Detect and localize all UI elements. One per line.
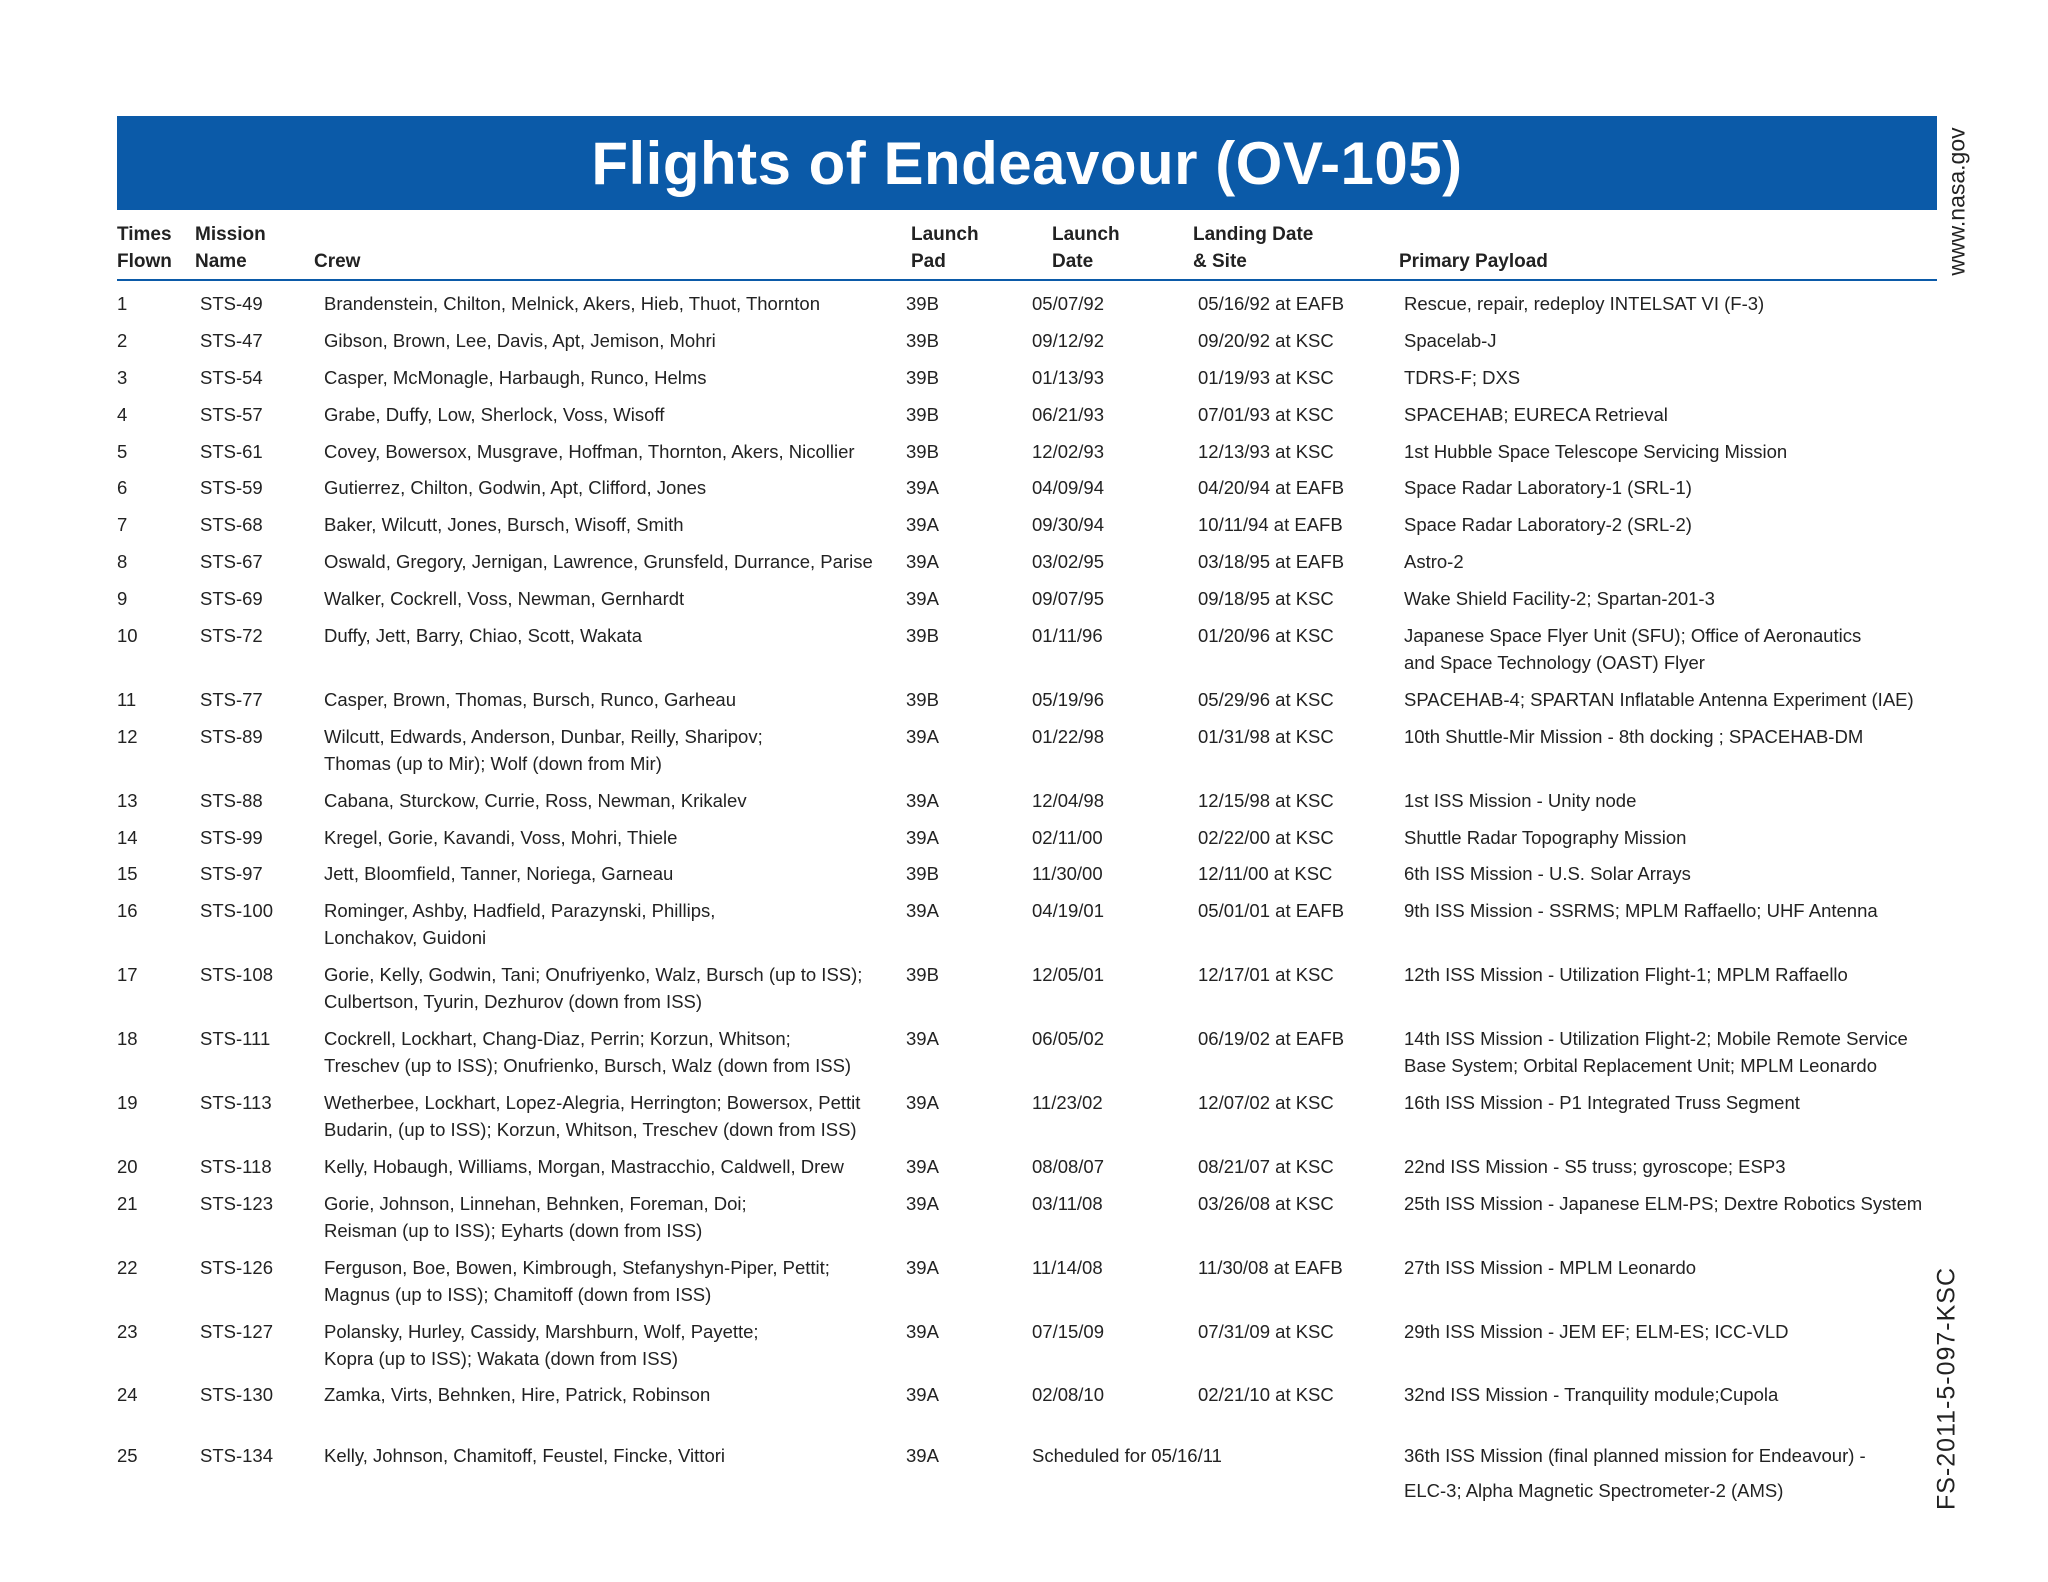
launch-pad-cell: 39B xyxy=(906,329,939,351)
mission-name-cell: STS-113 xyxy=(200,1092,272,1114)
launch-date-cell: 02/08/10 xyxy=(1032,1384,1105,1406)
crew-cell: Cabana, Sturckow, Currie, Ross, Newman, Krikalev xyxy=(324,789,747,811)
times-flown-cell: 6 xyxy=(117,477,128,499)
times-flown-cell: 23 xyxy=(117,1320,138,1342)
landing-cell: 12/17/01 at KSC xyxy=(1198,964,1334,986)
times-flown-cell: 16 xyxy=(117,900,138,922)
mission-name-cell: STS-130 xyxy=(200,1384,274,1406)
crew-cell: Duffy, Jett, Barry, Chiao, Scott, Wakata xyxy=(324,625,643,647)
payload-cell: 16th ISS Mission - P1 Integrated Truss Segment xyxy=(1404,1092,1800,1114)
launch-date-cell: 05/07/92 xyxy=(1032,293,1105,314)
header-times-flown: Times Flown xyxy=(117,224,172,272)
table-row xyxy=(117,860,1937,897)
crew-cell: Cockrell, Lockhart, Chang-Diaz, Perrin; Korzun, Whitson; Treschev (up to ISS); Onufrienko, Bursch, Walz (down from ISS) xyxy=(324,1028,852,1077)
table-header xyxy=(117,221,1937,281)
launch-pad-cell: 39A xyxy=(906,1092,939,1114)
launch-date-cell: 02/11/00 xyxy=(1032,826,1103,848)
page-title: Flights of Endeavour (OV-105) xyxy=(591,129,1463,197)
crew-cell: Kelly, Hobaugh, Williams, Morgan, Mastracchio, Caldwell, Drew xyxy=(324,1155,844,1177)
landing-cell: 01/31/98 at KSC xyxy=(1198,725,1334,747)
table-row xyxy=(117,1025,1937,1089)
mission-name-cell: STS-69 xyxy=(200,588,263,610)
landing-cell: 07/01/93 at KSC xyxy=(1198,403,1334,425)
launch-pad-cell: 39B xyxy=(906,863,939,885)
times-flown-cell: 17 xyxy=(117,964,138,986)
table-row xyxy=(117,327,1937,364)
launch-date-cell: 09/07/95 xyxy=(1032,588,1105,610)
times-flown-cell: 4 xyxy=(117,403,128,425)
crew-cell: Covey, Bowersox, Musgrave, Hoffman, Thornton, Akers, Nicollier xyxy=(324,440,855,462)
table-row xyxy=(117,1381,1937,1442)
table-row xyxy=(117,1153,1937,1190)
launch-date-cell: 06/21/93 xyxy=(1032,403,1105,425)
mission-name-cell: STS-47 xyxy=(200,329,263,351)
crew-cell: Ferguson, Boe, Bowen, Kimbrough, Stefanyshyn-Piper, Pettit; Magnus (up to ISS); Chamitoff (down from ISS) xyxy=(324,1256,830,1305)
landing-cell: 09/20/92 at KSC xyxy=(1198,329,1334,351)
launch-date-cell: 01/13/93 xyxy=(1032,366,1105,388)
payload-cell: SPACEHAB; EURECA Retrieval xyxy=(1404,403,1668,425)
crew-cell: Brandenstein, Chilton, Melnick, Akers, Hieb, Thuot, Thornton xyxy=(324,293,820,314)
landing-cell: 06/19/02 at EAFB xyxy=(1198,1028,1345,1050)
payload-cell: 14th ISS Mission - Utilization Flight-2; Mobile Remote Service Base System; Orbital Replacement Unit; MPLM Leonardo xyxy=(1404,1028,1908,1077)
mission-name-cell: STS-54 xyxy=(200,366,263,388)
payload-cell: 27th ISS Mission - MPLM Leonardo xyxy=(1404,1256,1697,1278)
launch-date-cell: 01/22/98 xyxy=(1032,725,1105,747)
crew-cell: Gutierrez, Chilton, Godwin, Apt, Clifford, Jones xyxy=(324,477,707,499)
times-flown-cell: 19 xyxy=(117,1092,138,1114)
payload-cell: Rescue, repair, redeploy INTELSAT VI (F-3) xyxy=(1404,293,1765,314)
mission-name-cell: STS-108 xyxy=(200,964,274,986)
payload-cell: 1st Hubble Space Telescope Servicing Mission xyxy=(1404,440,1788,462)
table-row xyxy=(117,474,1937,511)
times-flown-cell: 18 xyxy=(117,1028,138,1050)
title-banner xyxy=(117,116,1937,210)
launch-pad-cell: 39A xyxy=(906,789,939,811)
times-flown-cell: 24 xyxy=(117,1384,138,1406)
times-flown-cell: 22 xyxy=(117,1256,138,1278)
launch-date-cell: 05/19/96 xyxy=(1032,688,1105,710)
crew-cell: Wetherbee, Lockhart, Lopez-Alegria, Herrington; Bowersox, Pettit Budarin, (up to ISS); Korzun, Whitson, Treschev (down from ISS) xyxy=(324,1092,861,1141)
crew-cell: Walker, Cockrell, Voss, Newman, Gernhardt xyxy=(324,588,685,610)
launch-pad-cell: 39B xyxy=(906,366,939,388)
table-row xyxy=(117,438,1937,475)
mission-name-cell: STS-123 xyxy=(200,1192,274,1214)
landing-cell: 03/26/08 at KSC xyxy=(1198,1192,1334,1214)
times-flown-cell: 8 xyxy=(117,551,128,573)
payload-cell: Shuttle Radar Topography Mission xyxy=(1404,826,1687,848)
launch-pad-cell: 39A xyxy=(906,588,939,610)
crew-cell: Jett, Bloomfield, Tanner, Noriega, Garneau xyxy=(324,863,674,885)
times-flown-cell: 14 xyxy=(117,826,138,848)
payload-cell: 29th ISS Mission - JEM EF; ELM-ES; ICC-VLD xyxy=(1404,1320,1789,1342)
header-launch-pad: Launch Pad xyxy=(911,224,979,272)
launch-pad-cell: 39A xyxy=(906,1192,939,1214)
crew-cell: Casper, Brown, Thomas, Bursch, Runco, Garheau xyxy=(324,688,736,710)
table-row xyxy=(117,290,1937,327)
table-row xyxy=(117,548,1937,585)
crew-cell: Oswald, Gregory, Jernigan, Lawrence, Grunsfeld, Durrance, Parise xyxy=(324,551,873,573)
crew-cell: Grabe, Duffy, Low, Sherlock, Voss, Wisoff xyxy=(324,403,665,425)
mission-name-cell: STS-61 xyxy=(200,440,263,462)
mission-name-cell: STS-89 xyxy=(200,725,263,747)
payload-cell: Japanese Space Flyer Unit (SFU); Office of Aeronautics and Space Technology (OAST) Flyer xyxy=(1404,625,1862,674)
landing-cell: 12/15/98 at KSC xyxy=(1198,789,1334,811)
launch-date-cell: 09/30/94 xyxy=(1032,514,1105,536)
landing-cell: 03/18/95 at EAFB xyxy=(1198,551,1345,573)
mission-name-cell: STS-127 xyxy=(200,1320,274,1342)
site-url: www.nasa.gov xyxy=(1943,127,1970,276)
table-row xyxy=(117,1442,1937,1506)
payload-cell: 36th ISS Mission (final planned mission for Endeavour) - ELC-3; Alpha Magnetic Spectrometer-2 (AMS) xyxy=(1404,1445,1866,1502)
launch-pad-cell: 39B xyxy=(906,625,939,647)
times-flown-cell: 15 xyxy=(117,863,138,885)
launch-date-cell: 04/19/01 xyxy=(1032,900,1105,922)
launch-date-cell: 06/05/02 xyxy=(1032,1028,1105,1050)
table-row xyxy=(117,622,1937,686)
mission-name-cell: STS-97 xyxy=(200,863,263,885)
crew-cell: Rominger, Ashby, Hadfield, Parazynski, Phillips, Lonchakov, Guidoni xyxy=(324,900,716,949)
launch-pad-cell: 39B xyxy=(906,440,939,462)
header-launch-date: Launch Date xyxy=(1052,224,1120,272)
launch-date-cell: 12/05/01 xyxy=(1032,964,1105,986)
landing-cell: 01/19/93 at KSC xyxy=(1198,366,1334,388)
payload-cell: 10th Shuttle-Mir Mission - 8th docking ; SPACEHAB-DM xyxy=(1404,725,1864,747)
mission-name-cell: STS-49 xyxy=(200,293,263,314)
header-landing: Landing Date & Site xyxy=(1193,224,1314,272)
launch-pad-cell: 39A xyxy=(906,1320,939,1342)
mission-name-cell: STS-88 xyxy=(200,789,263,811)
header-mission-name: Mission Name xyxy=(195,224,266,272)
table-row xyxy=(117,585,1937,622)
launch-pad-cell: 39A xyxy=(906,900,939,922)
crew-cell: Polansky, Hurley, Cassidy, Marshburn, Wolf, Payette; Kopra (up to ISS); Wakata (down from ISS) xyxy=(324,1320,759,1369)
launch-date-cell: 11/23/02 xyxy=(1032,1092,1103,1114)
crew-cell: Gorie, Kelly, Godwin, Tani; Onufriyenko, Walz, Bursch (up to ISS); Culbertson, Tyurin, Dezhurov (down from ISS) xyxy=(324,964,863,1013)
table-row xyxy=(117,1254,1937,1318)
launch-date-cell: 11/14/08 xyxy=(1032,1256,1103,1278)
times-flown-cell: 7 xyxy=(117,514,128,536)
payload-cell: 32nd ISS Mission - Tranquility module;Cupola xyxy=(1404,1384,1779,1406)
landing-cell: 05/16/92 at EAFB xyxy=(1198,293,1345,314)
crew-cell: Kregel, Gorie, Kavandi, Voss, Mohri, Thiele xyxy=(324,826,678,848)
header-payload: Primary Payload xyxy=(1399,251,1548,272)
payload-cell: Space Radar Laboratory-1 (SRL-1) xyxy=(1404,477,1692,499)
landing-cell: 02/22/00 at KSC xyxy=(1198,826,1334,848)
launch-pad-cell: 39B xyxy=(906,403,939,425)
mission-name-cell: STS-118 xyxy=(200,1155,272,1177)
launch-date-cell: 08/08/07 xyxy=(1032,1155,1105,1177)
header-crew: Crew xyxy=(314,251,361,272)
launch-date-cell: 12/02/93 xyxy=(1032,440,1105,462)
payload-cell: Wake Shield Facility-2; Spartan-201-3 xyxy=(1404,588,1715,610)
payload-cell: Astro-2 xyxy=(1404,551,1464,573)
payload-cell: Space Radar Laboratory-2 (SRL-2) xyxy=(1404,514,1692,536)
landing-cell: 12/13/93 at KSC xyxy=(1198,440,1334,462)
launch-date-cell: 12/04/98 xyxy=(1032,789,1105,811)
launch-date-cell: Scheduled for 05/16/11 xyxy=(1032,1445,1222,1467)
landing-cell: 08/21/07 at KSC xyxy=(1198,1155,1334,1177)
launch-date-cell: 01/11/96 xyxy=(1032,625,1103,647)
crew-cell: Zamka, Virts, Behnken, Hire, Patrick, Robinson xyxy=(324,1384,711,1406)
landing-cell: 12/11/00 at KSC xyxy=(1198,863,1333,885)
launch-date-cell: 03/11/08 xyxy=(1032,1192,1103,1214)
table-row xyxy=(117,364,1937,401)
landing-cell: 05/01/01 at EAFB xyxy=(1198,900,1345,922)
times-flown-cell: 12 xyxy=(117,725,138,747)
landing-cell: 09/18/95 at KSC xyxy=(1198,588,1334,610)
times-flown-cell: 9 xyxy=(117,588,128,610)
mission-name-cell: STS-99 xyxy=(200,826,263,848)
table-row xyxy=(117,1318,1937,1382)
payload-cell: 1st ISS Mission - Unity node xyxy=(1404,789,1637,811)
times-flown-cell: 5 xyxy=(117,440,128,462)
mission-name-cell: STS-59 xyxy=(200,477,263,499)
launch-pad-cell: 39A xyxy=(906,514,939,536)
times-flown-cell: 13 xyxy=(117,789,138,811)
launch-pad-cell: 39A xyxy=(906,826,939,848)
landing-cell: 01/20/96 at KSC xyxy=(1198,625,1334,647)
payload-cell: 6th ISS Mission - U.S. Solar Arrays xyxy=(1404,863,1691,885)
launch-date-cell: 07/15/09 xyxy=(1032,1320,1105,1342)
times-flown-cell: 21 xyxy=(117,1192,138,1214)
landing-cell: 10/11/94 at EAFB xyxy=(1198,514,1343,536)
payload-cell: TDRS-F; DXS xyxy=(1404,366,1521,388)
landing-cell: 11/30/08 at EAFB xyxy=(1198,1256,1343,1278)
crew-cell: Kelly, Johnson, Chamitoff, Feustel, Fincke, Vittori xyxy=(324,1445,726,1467)
launch-pad-cell: 39A xyxy=(906,1445,939,1467)
payload-cell: Spacelab-J xyxy=(1404,329,1497,351)
table-row xyxy=(117,401,1937,438)
mission-name-cell: STS-67 xyxy=(200,551,263,573)
table-row xyxy=(117,686,1937,723)
times-flown-cell: 10 xyxy=(117,625,138,647)
landing-cell: 12/07/02 at KSC xyxy=(1198,1092,1334,1114)
times-flown-cell: 11 xyxy=(117,688,137,710)
table-row xyxy=(117,787,1937,824)
times-flown-cell: 3 xyxy=(117,366,128,388)
table-row xyxy=(117,961,1937,1025)
payload-cell: 25th ISS Mission - Japanese ELM-PS; Dextre Robotics System xyxy=(1404,1192,1923,1214)
launch-pad-cell: 39B xyxy=(906,293,939,314)
landing-cell: 02/21/10 at KSC xyxy=(1198,1384,1334,1406)
mission-name-cell: STS-100 xyxy=(200,900,274,922)
mission-name-cell: STS-134 xyxy=(200,1445,274,1467)
launch-date-cell: 09/12/92 xyxy=(1032,329,1105,351)
launch-pad-cell: 39A xyxy=(906,1155,939,1177)
times-flown-cell: 20 xyxy=(117,1155,138,1177)
table-row xyxy=(117,824,1937,861)
landing-cell: 07/31/09 at KSC xyxy=(1198,1320,1334,1342)
landing-cell: 04/20/94 at EAFB xyxy=(1198,477,1345,499)
mission-name-cell: STS-126 xyxy=(200,1256,274,1278)
mission-name-cell: STS-77 xyxy=(200,688,263,710)
mission-name-cell: STS-111 xyxy=(200,1028,271,1050)
fact-sheet-id: FS-2011-5-097-KSC xyxy=(1932,1266,1961,1511)
crew-cell: Gorie, Johnson, Linnehan, Behnken, Foreman, Doi; Reisman (up to ISS); Eyharts (down from ISS) xyxy=(324,1192,747,1241)
launch-date-cell: 03/02/95 xyxy=(1032,551,1105,573)
payload-cell: 9th ISS Mission - SSRMS; MPLM Raffaello; UHF Antenna xyxy=(1404,900,1878,922)
launch-date-cell: 04/09/94 xyxy=(1032,477,1105,499)
landing-cell: 05/29/96 at KSC xyxy=(1198,688,1334,710)
payload-cell: SPACEHAB-4; SPARTAN Inflatable Antenna Experiment (IAE) xyxy=(1404,688,1914,710)
mission-name-cell: STS-68 xyxy=(200,514,263,536)
launch-pad-cell: 39A xyxy=(906,477,939,499)
launch-pad-cell: 39A xyxy=(906,1028,939,1050)
launch-pad-cell: 39A xyxy=(906,1256,939,1278)
mission-name-cell: STS-72 xyxy=(200,625,263,647)
table-row xyxy=(117,723,1937,787)
crew-cell: Wilcutt, Edwards, Anderson, Dunbar, Reilly, Sharipov; Thomas (up to Mir); Wolf (down from Mir) xyxy=(324,725,763,774)
table-row xyxy=(117,511,1937,548)
times-flown-cell: 25 xyxy=(117,1445,138,1467)
crew-cell: Baker, Wilcutt, Jones, Bursch, Wisoff, Smith xyxy=(324,514,684,536)
flights-table xyxy=(117,290,1937,1506)
payload-cell: 22nd ISS Mission - S5 truss; gyroscope; ESP3 xyxy=(1404,1155,1786,1177)
launch-pad-cell: 39B xyxy=(906,688,939,710)
launch-pad-cell: 39B xyxy=(906,964,939,986)
payload-cell: 12th ISS Mission - Utilization Flight-1; MPLM Raffaello xyxy=(1404,964,1848,986)
launch-pad-cell: 39A xyxy=(906,725,939,747)
launch-pad-cell: 39A xyxy=(906,551,939,573)
crew-cell: Casper, McMonagle, Harbaugh, Runco, Helms xyxy=(324,366,707,388)
table-row xyxy=(117,1089,1937,1153)
times-flown-cell: 2 xyxy=(117,329,128,351)
launch-date-cell: 11/30/00 xyxy=(1032,863,1103,885)
table-row xyxy=(117,897,1937,961)
mission-name-cell: STS-57 xyxy=(200,403,263,425)
launch-pad-cell: 39A xyxy=(906,1384,939,1406)
crew-cell: Gibson, Brown, Lee, Davis, Apt, Jemison, Mohri xyxy=(324,329,716,351)
table-row xyxy=(117,1190,1937,1254)
times-flown-cell: 1 xyxy=(117,293,128,314)
